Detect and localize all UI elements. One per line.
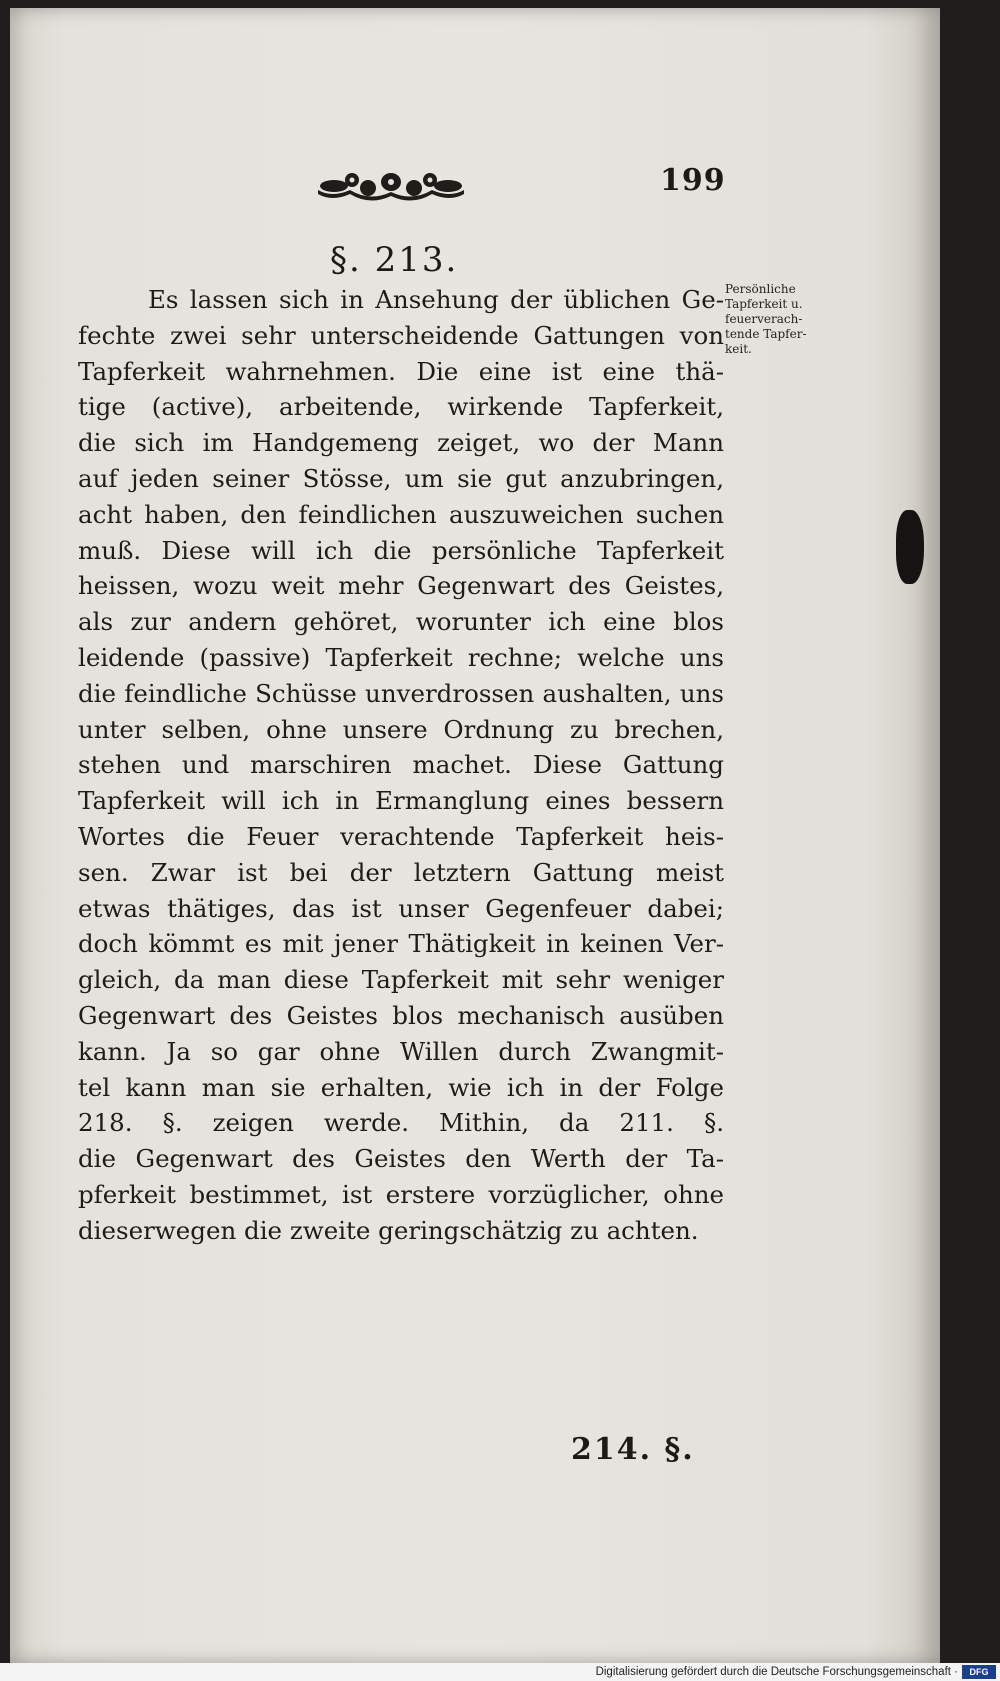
catchword: 214. §. xyxy=(571,1432,695,1467)
marginal-note-line: tende Tapfer- xyxy=(725,327,807,341)
section-heading: §. 213. xyxy=(330,240,459,280)
marginal-note xyxy=(725,282,843,357)
text-line: muß. Diese will ich die persönliche Tapferkeit xyxy=(78,535,724,565)
text-line: die Gegenwart des Geistes den Werth der Ta- xyxy=(78,1144,724,1174)
text-line: unter selben, ohne unsere Ordnung zu brechen, xyxy=(78,714,724,744)
ink-blot-icon xyxy=(896,510,924,584)
text-line: die feindliche Schüsse unverdrossen aushalten, uns xyxy=(78,678,724,708)
text-line: fechte zwei sehr unterscheidende Gattungen von xyxy=(78,320,724,350)
marginal-note-line: Tapferkeit u. xyxy=(725,297,803,311)
text-line: Tapferkeit wahrnehmen. Die eine ist eine thä- xyxy=(78,356,724,386)
text-line: acht haben, den feindlichen auszuweichen suchen xyxy=(78,499,724,529)
text-line: dieserwegen die zweite geringschätzig zu achten. xyxy=(78,1215,699,1245)
footer-credit: Digitalisierung gefördert durch die Deutsche Forschungsgemeinschaft · xyxy=(595,1666,958,1678)
text-line: heissen, wozu weit mehr Gegenwart des Geistes, xyxy=(78,571,724,601)
text-line: gleich, da man diese Tapferkeit mit sehr weniger xyxy=(78,965,724,995)
text-line: tige (active), arbeitende, wirkende Tapferkeit, xyxy=(78,392,724,422)
text-line: Tapferkeit will ich in Ermanglung eines bessern xyxy=(78,786,724,816)
body-text xyxy=(78,282,724,1249)
text-line: als zur andern gehöret, worunter ich eine blos xyxy=(78,607,724,637)
footer-bar xyxy=(0,1663,1000,1681)
text-line: 218. §. zeigen werde. Mithin, da 211. §. xyxy=(78,1108,724,1138)
text-line: auf jeden seiner Stösse, um sie gut anzubringen, xyxy=(78,463,724,493)
text-line: Wortes die Feuer verachtende Tapferkeit heis- xyxy=(78,821,724,851)
text-line: tel kann man sie erhalten, wie ich in der Folge xyxy=(78,1072,724,1102)
marginal-note-line: Persönliche xyxy=(725,282,796,296)
marginal-note-line: keit. xyxy=(725,342,752,356)
text-line: pferkeit bestimmet, ist erstere vorzüglicher, ohne xyxy=(78,1179,724,1209)
marginal-note-line: feuerverach- xyxy=(725,312,803,326)
page-number: 199 xyxy=(660,163,726,198)
text-line: sen. Zwar ist bei der letztern Gattung meist xyxy=(78,857,724,887)
text-line: stehen und marschiren machet. Diese Gattung xyxy=(78,750,724,780)
text-line: Gegenwart des Geistes blos mechanisch ausüben xyxy=(78,1000,724,1030)
dfg-logo-icon[interactable]: DFG xyxy=(962,1665,996,1679)
text-line: kann. Ja so gar ohne Willen durch Zwangmit- xyxy=(78,1036,724,1066)
text-line: Es lassen sich in Ansehung der üblichen Ge- xyxy=(148,285,724,314)
printer-ornament-icon xyxy=(312,162,470,206)
text-line: die sich im Handgemeng zeiget, wo der Mann xyxy=(78,428,724,458)
text-line: leidende (passive) Tapferkeit rechne; welche uns xyxy=(78,642,724,672)
text-line: etwas thätiges, das ist unser Gegenfeuer dabei; xyxy=(78,893,724,923)
text-line: doch kömmt es mit jener Thätigkeit in keinen Ver- xyxy=(78,929,724,959)
